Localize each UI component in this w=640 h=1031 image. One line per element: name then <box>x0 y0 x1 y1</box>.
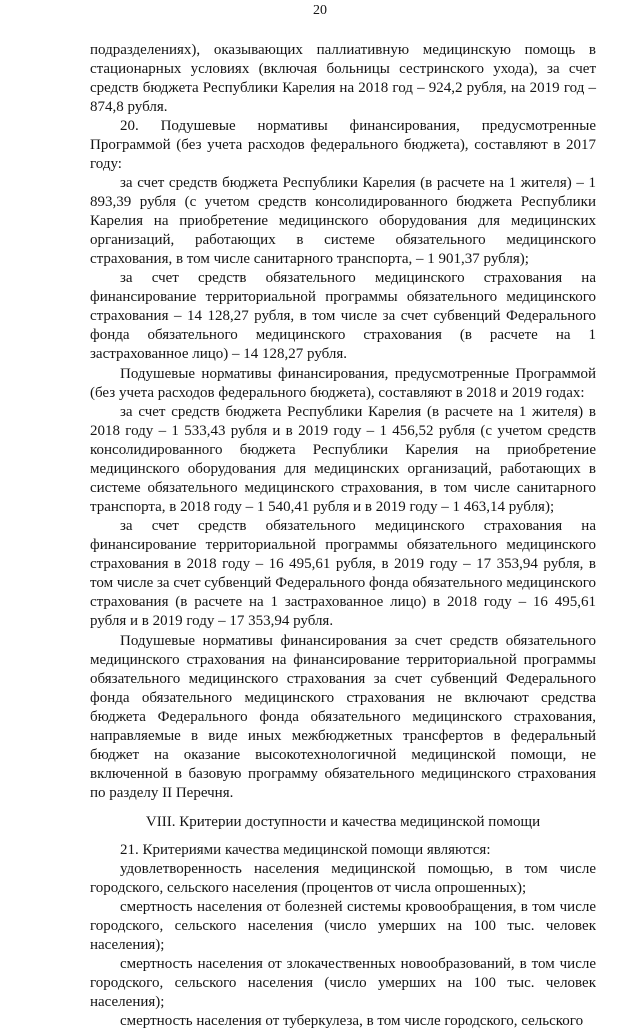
page-number: 20 <box>313 3 327 18</box>
section-heading: VIII. Критерии доступности и качества медицинской помощи <box>145 814 541 830</box>
paragraph-oms-exclusions: Подушевые нормативы финансирования за счет средств обязательного медицинского страхования на финансирование территориальной программы обязательного медицинского страхования за счет субвенций Федерального фонда обязательного медицинского страхования не включают средства бюджета Федерального фонда обязательного медицинского страхования, направляемые в виде иных межбюджетных трансфертов в федеральный бюджет на оказание высокотехнологичной медицинской помощи, не включенной в базовую программу обязательного медицинского страхования по разделу II Перечня. <box>90 633 596 801</box>
document-body <box>90 41 596 1031</box>
criterion-cardiovascular-mortality: смертность населения от болезней системы кровообращения, в том числе городского, сельского населения (число умерших на 100 тыс. человек населения); <box>90 899 596 953</box>
paragraph-continuation: подразделениях), оказывающих паллиативную медицинскую помощь в стационарных условиях (включая больницы сестринского ухода), за счет средств бюджета Республики Карелия на 2018 год – 924,2 рубля, на 2019 год – 874,8 рубля. <box>90 42 596 115</box>
paragraph-norms-2018-2019: Подушевые нормативы финансирования, предусмотренные Программой (без учета расходов федерального бюджета), составляют в 2018 и 2019 годах: <box>90 366 596 401</box>
criterion-tuberculosis-mortality: смертность населения от туберкулеза, в том числе городского, сельского <box>120 1013 584 1029</box>
paragraph-regional-budget-2017: за счет средств бюджета Республики Карелия (в расчете на 1 жителя) – 1 893,39 рубля (с учетом средств консолидированного бюджета Республики Карелия на приобретение медицинского оборудования для медицинских организаций, работающих в системе обязательного медицинского страхования, в том числе санитарного транспорта, – 1 901,37 рубля); <box>90 175 596 267</box>
paragraph-item-21: 21. Критериями качества медицинской помощи являются: <box>120 842 491 858</box>
paragraph-item-20: 20. Подушевые нормативы финансирования, предусмотренные Программой (без учета расходов федерального бюджета), составляют в 2017 году: <box>90 118 596 172</box>
paragraph-oms-2018-2019: за счет средств обязательного медицинского страхования на финансирование территориальной программы обязательного медицинского страхования в 2018 году – 16 495,61 рубля, в 2019 году – 17 353,94 рубля, в том числе за счет субвенций Федерального фонда обязательного медицинского страхования (в расчете на 1 застрахованное лицо) в 2018 году – 16 495,61 рубля и в 2019 году – 17 353,94 рубля. <box>90 518 596 629</box>
paragraph-regional-budget-2018-2019: за счет средств бюджета Республики Карелия (в расчете на 1 жителя) в 2018 году – 1 533,43 рубля и в 2019 году – 1 456,52 рубля (с учетом средств консолидированного бюджета Республики Карелия на приобретение медицинского оборудования для медицинских организаций, работающих в системе обязательного медицинского страхования, в том числе санитарного транспорта, в 2018 году – 1 540,41 рубля и в 2019 году – 1 463,14 рубля); <box>90 404 596 515</box>
criterion-cancer-mortality: смертность населения от злокачественных новообразований, в том числе городского, сельского населения (число умерших на 100 тыс. человек населения); <box>90 956 596 1010</box>
paragraph-oms-2017: за счет средств обязательного медицинского страхования на финансирование территориальной программы обязательного медицинского страхования – 14 128,27 рубля, в том числе за счет субвенций Федерального фонда обязательного медицинского страхования (в расчете на 1 застрахованное лицо) – 14 128,27 рубля. <box>90 270 596 362</box>
criterion-satisfaction: удовлетворенность населения медицинской помощью, в том числе городского, сельского населения (процентов от числа опрошенных); <box>90 861 596 896</box>
